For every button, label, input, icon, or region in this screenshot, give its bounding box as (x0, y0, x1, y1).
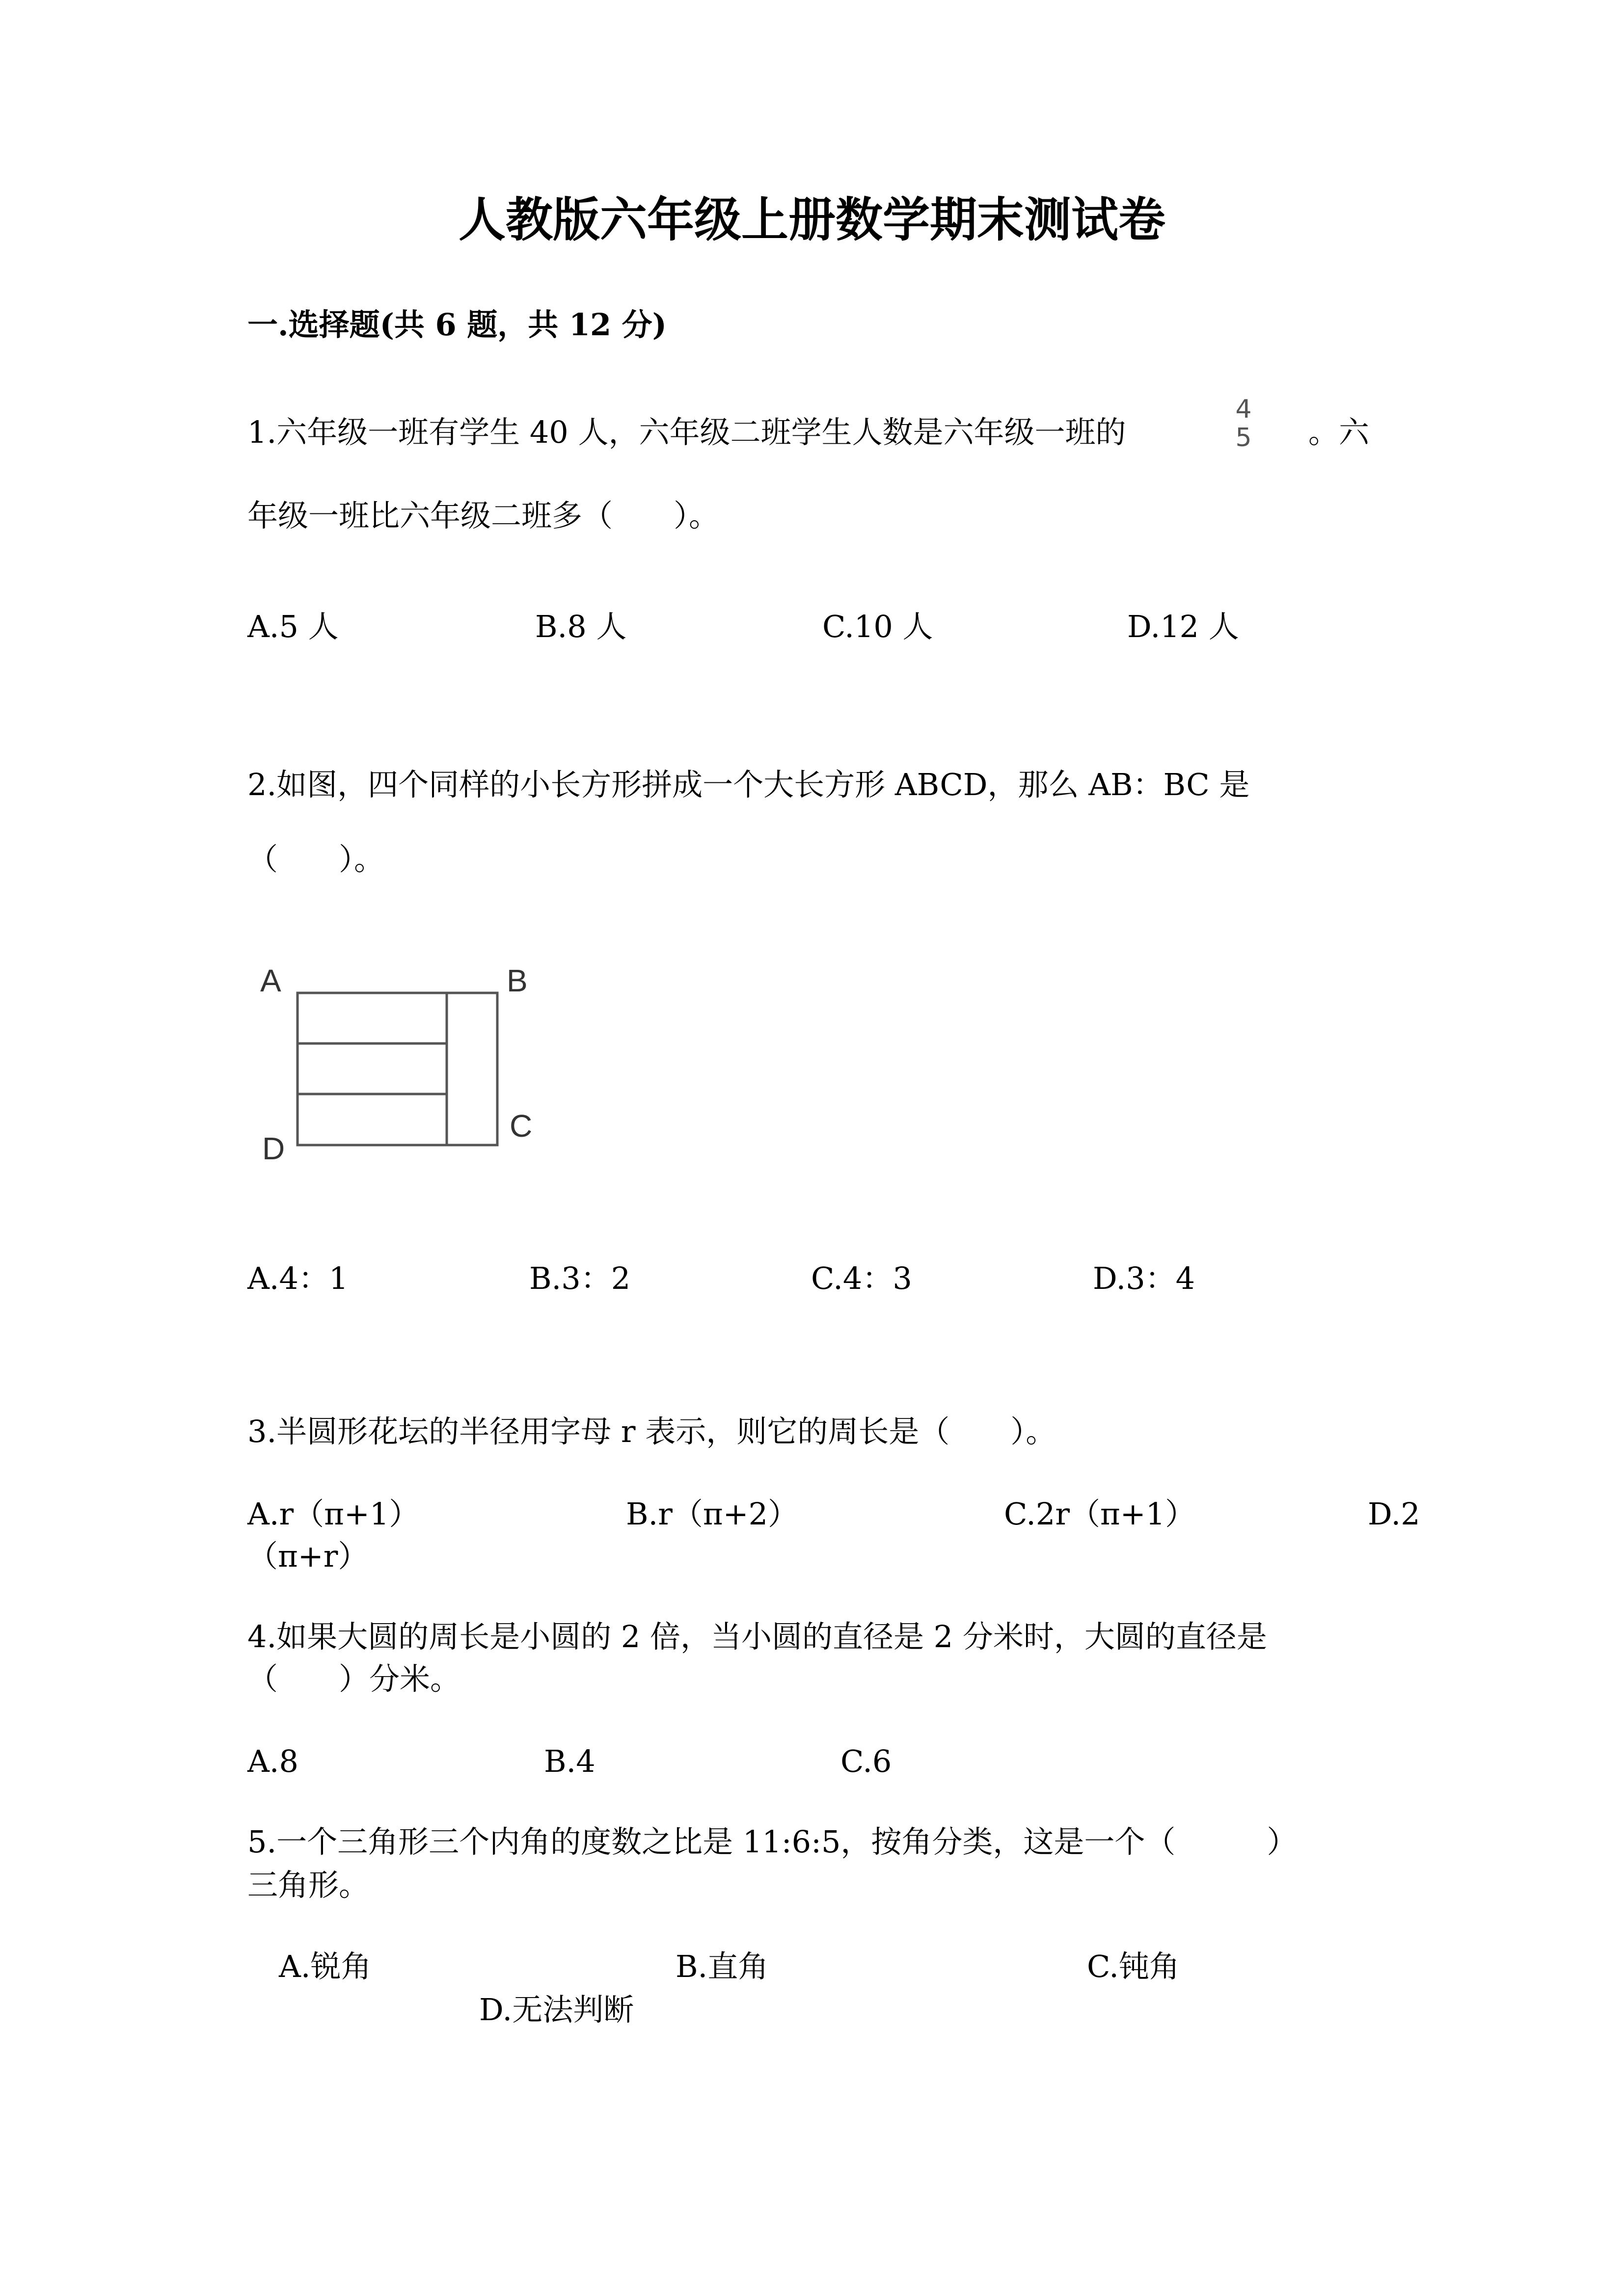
q2-option-a: A.4：1 (247, 1260, 349, 1296)
page-title: 人教版六年级上册数学期末测试卷 (459, 192, 1165, 247)
q3-option-d: D.2 (1368, 1496, 1420, 1532)
q5-text-line2: 三角形。 (247, 1867, 370, 1903)
q1-fraction (1230, 397, 1257, 451)
label-d: D (262, 1131, 285, 1166)
q1-option-b: B.8 人 (535, 609, 627, 644)
q2-option-c: C.4：3 (811, 1260, 912, 1296)
q4-option-a: A.8 (247, 1743, 298, 1779)
section-heading: 一.选择题(共 6 题，共 12 分) (247, 307, 667, 343)
outer-rectangle (298, 993, 497, 1145)
q2-option-b: B.3：2 (529, 1260, 631, 1296)
q4-text-line2: （ ）分米。 (247, 1661, 461, 1697)
q4-option-b: B.4 (544, 1743, 595, 1779)
q2-text-line1: 2.如图，四个同样的小长方形拼成一个大长方形 ABCD，那么 AB：BC 是 (247, 767, 1250, 802)
label-a: A (260, 963, 281, 998)
q1-text-tail: 。六 (1308, 414, 1370, 450)
q5-option-b: B.直角 (676, 1949, 769, 1984)
q4-text-line1: 4.如果大圆的周长是小圆的 2 倍，当小圆的直径是 2 分米时，大圆的直径是 (247, 1619, 1267, 1655)
q4-option-c: C.6 (840, 1743, 892, 1779)
q5-option-a: A.锐角 (279, 1949, 372, 1984)
rectangle-diagram (245, 952, 550, 1168)
q5-option-d: D.无法判断 (479, 1992, 634, 2028)
q5-text-line1: 5.一个三角形三个内角的度数之比是 11:6:5，按角分类，这是一个（ ） (247, 1824, 1298, 1860)
q3-option-b: B.r（π+2） (626, 1496, 799, 1532)
q3-option-d-continued: （π+r） (247, 1538, 369, 1574)
q3-option-c: C.2r（π+1） (1004, 1496, 1196, 1532)
fraction-numerator: 4 (1235, 395, 1252, 424)
label-b: B (507, 963, 528, 998)
q3-option-a: A.r（π+1） (247, 1496, 420, 1532)
label-c: C (510, 1108, 533, 1144)
q1-option-a: A.5 人 (247, 609, 339, 644)
q5-option-c: C.钝角 (1087, 1949, 1180, 1984)
q1-option-d: D.12 人 (1127, 609, 1239, 644)
q1-text-line1: 1.六年级一班有学生 40 人，六年级二班学生人数是六年级一班的 (247, 414, 1126, 450)
fraction-denominator: 5 (1235, 423, 1252, 453)
q1-text-line2: 年级一班比六年级二班多（ ）。 (247, 498, 720, 534)
q3-text: 3.半圆形花坛的半径用字母 r 表示，则它的周长是（ ）。 (247, 1414, 1056, 1449)
q1-option-c: C.10 人 (822, 609, 933, 644)
q2-option-d: D.3：4 (1093, 1260, 1195, 1296)
q2-text-line2: （ ）。 (247, 841, 385, 877)
